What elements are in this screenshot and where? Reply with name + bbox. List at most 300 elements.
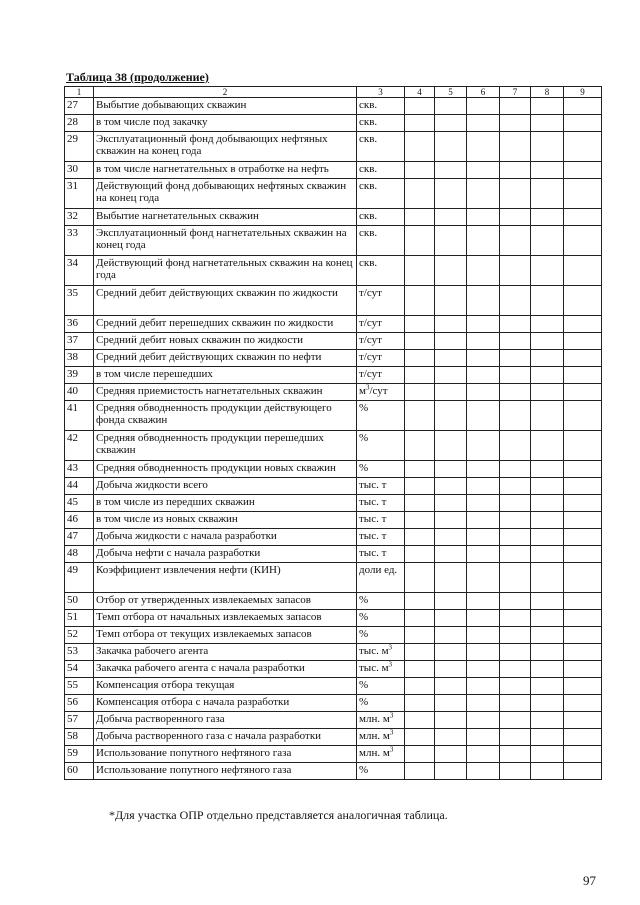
unit-cell (357, 546, 405, 563)
indicator-name: Средняя обводненность продукции действующего фонда скважин (94, 401, 357, 431)
table-row (65, 333, 602, 350)
value-cell-col-7 (500, 98, 531, 115)
unit-text: скв. (359, 227, 378, 239)
table-row (65, 495, 602, 512)
unit-text: т/сут (359, 351, 382, 363)
value-cell-col-5 (435, 763, 467, 780)
value-cell-col-8 (531, 512, 564, 529)
value-cell-col-8 (531, 712, 564, 729)
value-cell-col-6 (467, 495, 500, 512)
unit-cell (357, 746, 405, 763)
value-cell-col-7 (500, 333, 531, 350)
value-cell-col-7 (500, 226, 531, 256)
unit-text: тыс. т (359, 496, 387, 508)
value-cell-col-8 (531, 746, 564, 763)
indicators-table (64, 86, 602, 780)
unit-text: скв. (359, 99, 378, 111)
row-number: 40 (65, 384, 94, 401)
value-cell-col-4 (405, 627, 435, 644)
value-cell-col-4 (405, 661, 435, 678)
unit-cell (357, 512, 405, 529)
row-number: 48 (65, 546, 94, 563)
unit-superscript: 3 (389, 745, 394, 754)
value-cell-col-5 (435, 256, 467, 286)
value-cell-col-4 (405, 546, 435, 563)
indicator-name: в том числе перешедших (94, 367, 357, 384)
table-row (65, 746, 602, 763)
unit-cell (357, 350, 405, 367)
value-cell-col-5 (435, 179, 467, 209)
value-cell-col-6 (467, 729, 500, 746)
unit-text: т/сут (359, 287, 382, 299)
unit-text: % (359, 696, 369, 708)
value-cell-col-5 (435, 209, 467, 226)
unit-text: тыс. т (359, 530, 387, 542)
value-cell-col-6 (467, 746, 500, 763)
unit-superscript: 3 (388, 643, 393, 652)
unit-cell (357, 695, 405, 712)
value-cell-col-5 (435, 512, 467, 529)
value-cell-col-9 (564, 367, 602, 384)
value-cell-col-4 (405, 384, 435, 401)
value-cell-col-8 (531, 431, 564, 461)
row-number: 35 (65, 286, 94, 316)
value-cell-col-5 (435, 226, 467, 256)
value-cell-col-6 (467, 98, 500, 115)
table-row (65, 350, 602, 367)
unit-cell (357, 162, 405, 179)
value-cell-col-8 (531, 678, 564, 695)
value-cell-col-9 (564, 384, 602, 401)
unit-cell (357, 563, 405, 593)
table-row (65, 179, 602, 209)
value-cell-col-5 (435, 350, 467, 367)
value-cell-col-6 (467, 350, 500, 367)
unit-text: т/сут (359, 368, 382, 380)
value-cell-col-8 (531, 256, 564, 286)
value-cell-col-6 (467, 132, 500, 162)
value-cell-col-8 (531, 350, 564, 367)
row-number: 44 (65, 478, 94, 495)
value-cell-col-8 (531, 729, 564, 746)
value-cell-col-4 (405, 712, 435, 729)
indicator-name: Средний дебит действующих скважин по жидкости (94, 286, 357, 316)
value-cell-col-4 (405, 333, 435, 350)
value-cell-col-7 (500, 695, 531, 712)
row-number: 60 (65, 763, 94, 780)
unit-cell (357, 529, 405, 546)
row-number: 33 (65, 226, 94, 256)
value-cell-col-5 (435, 115, 467, 132)
value-cell-col-4 (405, 162, 435, 179)
value-cell-col-9 (564, 593, 602, 610)
value-cell-col-5 (435, 495, 467, 512)
indicator-name: Закачка рабочего агента (94, 644, 357, 661)
table-row (65, 162, 602, 179)
value-cell-col-6 (467, 333, 500, 350)
value-cell-col-9 (564, 529, 602, 546)
value-cell-col-5 (435, 286, 467, 316)
value-cell-col-8 (531, 115, 564, 132)
value-cell-col-4 (405, 495, 435, 512)
indicator-name: в том числе из новых скважин (94, 512, 357, 529)
value-cell-col-7 (500, 644, 531, 661)
value-cell-col-8 (531, 478, 564, 495)
value-cell-col-6 (467, 712, 500, 729)
value-cell-col-5 (435, 729, 467, 746)
unit-text: скв. (359, 163, 378, 175)
indicator-name: Средняя обводненность продукции новых скважин (94, 461, 357, 478)
unit-text: % (359, 402, 369, 414)
unit-cell (357, 763, 405, 780)
table-row (65, 316, 602, 333)
value-cell-col-6 (467, 286, 500, 316)
value-cell-col-5 (435, 661, 467, 678)
unit-text: % (359, 594, 369, 606)
unit-cell (357, 678, 405, 695)
unit-cell (357, 367, 405, 384)
value-cell-col-8 (531, 316, 564, 333)
value-cell-col-6 (467, 512, 500, 529)
table-row (65, 431, 602, 461)
indicator-name: Добыча нефти с начала разработки (94, 546, 357, 563)
indicator-name: Коэффициент извлечения нефти (КИН) (94, 563, 357, 593)
value-cell-col-7 (500, 529, 531, 546)
unit-cell (357, 729, 405, 746)
row-number: 43 (65, 461, 94, 478)
value-cell-col-9 (564, 316, 602, 333)
unit-text: скв. (359, 180, 378, 192)
table-row (65, 98, 602, 115)
value-cell-col-8 (531, 546, 564, 563)
unit-cell (357, 610, 405, 627)
unit-text: % (359, 462, 369, 474)
unit-cell (357, 132, 405, 162)
value-cell-col-9 (564, 286, 602, 316)
value-cell-col-8 (531, 461, 564, 478)
value-cell-col-4 (405, 678, 435, 695)
value-cell-col-6 (467, 209, 500, 226)
value-cell-col-5 (435, 678, 467, 695)
unit-text: тыс. м (359, 645, 389, 657)
table-row (65, 115, 602, 132)
unit-cell (357, 627, 405, 644)
unit-superscript: 3 (389, 728, 394, 737)
unit-text: % (359, 628, 369, 640)
value-cell-col-6 (467, 179, 500, 209)
row-number: 41 (65, 401, 94, 431)
row-number: 38 (65, 350, 94, 367)
value-cell-col-4 (405, 316, 435, 333)
value-cell-col-9 (564, 226, 602, 256)
value-cell-col-6 (467, 546, 500, 563)
value-cell-col-6 (467, 316, 500, 333)
value-cell-col-9 (564, 132, 602, 162)
table-row (65, 512, 602, 529)
value-cell-col-5 (435, 746, 467, 763)
value-cell-col-4 (405, 512, 435, 529)
value-cell-col-5 (435, 98, 467, 115)
value-cell-col-8 (531, 627, 564, 644)
indicator-name: Добыча растворенного газа с начала разработки (94, 729, 357, 746)
unit-text: скв. (359, 210, 378, 222)
col-number-4: 4 (405, 87, 435, 98)
table-row (65, 286, 602, 316)
value-cell-col-7 (500, 512, 531, 529)
value-cell-col-5 (435, 367, 467, 384)
value-cell-col-7 (500, 286, 531, 316)
indicator-name: Выбытие нагнетательных скважин (94, 209, 357, 226)
unit-cell (357, 495, 405, 512)
value-cell-col-6 (467, 384, 500, 401)
row-number: 57 (65, 712, 94, 729)
table-row (65, 226, 602, 256)
value-cell-col-7 (500, 209, 531, 226)
table-row (65, 367, 602, 384)
unit-cell (357, 712, 405, 729)
value-cell-col-9 (564, 746, 602, 763)
value-cell-col-4 (405, 256, 435, 286)
row-number: 37 (65, 333, 94, 350)
unit-cell (357, 209, 405, 226)
indicator-name: в том числе из передших скважин (94, 495, 357, 512)
indicator-name: Компенсация отбора с начала разработки (94, 695, 357, 712)
value-cell-col-4 (405, 610, 435, 627)
value-cell-col-4 (405, 593, 435, 610)
value-cell-col-5 (435, 316, 467, 333)
value-cell-col-8 (531, 333, 564, 350)
unit-cell (357, 431, 405, 461)
value-cell-col-4 (405, 286, 435, 316)
indicator-name: Действующий фонд добывающих нефтяных скважин на конец года (94, 179, 357, 209)
value-cell-col-8 (531, 367, 564, 384)
table-row (65, 661, 602, 678)
value-cell-col-6 (467, 162, 500, 179)
value-cell-col-4 (405, 563, 435, 593)
col-number-9: 9 (564, 87, 602, 98)
value-cell-col-9 (564, 495, 602, 512)
value-cell-col-7 (500, 546, 531, 563)
unit-superscript: 3 (388, 660, 393, 669)
table-row (65, 695, 602, 712)
value-cell-col-7 (500, 712, 531, 729)
value-cell-col-7 (500, 132, 531, 162)
value-cell-col-6 (467, 256, 500, 286)
value-cell-col-8 (531, 495, 564, 512)
value-cell-col-6 (467, 431, 500, 461)
unit-cell (357, 661, 405, 678)
value-cell-col-6 (467, 115, 500, 132)
value-cell-col-7 (500, 401, 531, 431)
value-cell-col-6 (467, 563, 500, 593)
row-number: 39 (65, 367, 94, 384)
table-row (65, 546, 602, 563)
value-cell-col-8 (531, 563, 564, 593)
unit-text: доли ед. (359, 564, 398, 576)
row-number: 52 (65, 627, 94, 644)
indicator-name: Средний дебит новых скважин по жидкости (94, 333, 357, 350)
table-row (65, 132, 602, 162)
value-cell-col-9 (564, 461, 602, 478)
indicator-name: Действующий фонд нагнетательных скважин на конец года (94, 256, 357, 286)
col-number-5: 5 (435, 87, 467, 98)
unit-cell (357, 384, 405, 401)
row-number: 50 (65, 593, 94, 610)
value-cell-col-6 (467, 610, 500, 627)
value-cell-col-6 (467, 367, 500, 384)
table-row (65, 478, 602, 495)
col-number-7: 7 (500, 87, 531, 98)
value-cell-col-5 (435, 384, 467, 401)
indicator-name: Использование попутного нефтяного газа (94, 763, 357, 780)
row-number: 32 (65, 209, 94, 226)
value-cell-col-9 (564, 98, 602, 115)
value-cell-col-7 (500, 162, 531, 179)
value-cell-col-9 (564, 678, 602, 695)
value-cell-col-5 (435, 401, 467, 431)
table-row (65, 529, 602, 546)
table-row (65, 593, 602, 610)
value-cell-col-5 (435, 162, 467, 179)
value-cell-col-7 (500, 593, 531, 610)
col-number-8: 8 (531, 87, 564, 98)
unit-cell (357, 333, 405, 350)
table-row (65, 610, 602, 627)
value-cell-col-5 (435, 478, 467, 495)
table-row (65, 644, 602, 661)
value-cell-col-6 (467, 695, 500, 712)
value-cell-col-4 (405, 226, 435, 256)
row-number: 42 (65, 431, 94, 461)
value-cell-col-9 (564, 763, 602, 780)
value-cell-col-4 (405, 350, 435, 367)
value-cell-col-8 (531, 644, 564, 661)
row-number: 49 (65, 563, 94, 593)
value-cell-col-9 (564, 627, 602, 644)
value-cell-col-5 (435, 627, 467, 644)
unit-cell (357, 644, 405, 661)
indicator-name: в том числе под закачку (94, 115, 357, 132)
value-cell-col-7 (500, 256, 531, 286)
row-number: 54 (65, 661, 94, 678)
value-cell-col-7 (500, 729, 531, 746)
value-cell-col-8 (531, 529, 564, 546)
unit-text: скв. (359, 257, 378, 269)
indicator-name: Компенсация отбора текущая (94, 678, 357, 695)
value-cell-col-4 (405, 431, 435, 461)
col-number-1: 1 (65, 87, 94, 98)
value-cell-col-5 (435, 431, 467, 461)
row-number: 28 (65, 115, 94, 132)
unit-text: % (359, 432, 369, 444)
value-cell-col-9 (564, 546, 602, 563)
row-number: 30 (65, 162, 94, 179)
table-row (65, 384, 602, 401)
indicator-name: Темп отбора от начальных извлекаемых запасов (94, 610, 357, 627)
unit-cell (357, 179, 405, 209)
value-cell-col-7 (500, 746, 531, 763)
value-cell-col-5 (435, 546, 467, 563)
unit-text: млн. м (359, 730, 390, 742)
value-cell-col-8 (531, 763, 564, 780)
value-cell-col-4 (405, 746, 435, 763)
value-cell-col-4 (405, 478, 435, 495)
value-cell-col-7 (500, 478, 531, 495)
value-cell-col-9 (564, 478, 602, 495)
unit-superscript: 3 (389, 711, 394, 720)
value-cell-col-9 (564, 401, 602, 431)
value-cell-col-4 (405, 529, 435, 546)
value-cell-col-6 (467, 478, 500, 495)
row-number: 56 (65, 695, 94, 712)
value-cell-col-9 (564, 563, 602, 593)
value-cell-col-7 (500, 316, 531, 333)
unit-text: тыс. т (359, 547, 387, 559)
unit-text: тыс. т (359, 479, 387, 491)
value-cell-col-7 (500, 350, 531, 367)
value-cell-col-7 (500, 179, 531, 209)
value-cell-col-8 (531, 162, 564, 179)
col-number-6: 6 (467, 87, 500, 98)
unit-suffix: /сут (369, 385, 388, 397)
unit-cell (357, 461, 405, 478)
value-cell-col-5 (435, 333, 467, 350)
value-cell-col-6 (467, 401, 500, 431)
value-cell-col-8 (531, 610, 564, 627)
value-cell-col-6 (467, 593, 500, 610)
footnote: *Для участка ОПР отдельно представляется аналогичная таблица. (109, 808, 448, 822)
unit-text: % (359, 611, 369, 623)
value-cell-col-4 (405, 209, 435, 226)
table-row (65, 712, 602, 729)
value-cell-col-5 (435, 529, 467, 546)
row-number: 29 (65, 132, 94, 162)
row-number: 27 (65, 98, 94, 115)
value-cell-col-7 (500, 431, 531, 461)
value-cell-col-6 (467, 763, 500, 780)
value-cell-col-8 (531, 132, 564, 162)
value-cell-col-4 (405, 401, 435, 431)
value-cell-col-6 (467, 226, 500, 256)
unit-text: тыс. м (359, 662, 389, 674)
value-cell-col-9 (564, 350, 602, 367)
indicator-name: Средний дебит действующих скважин по нефти (94, 350, 357, 367)
row-number: 59 (65, 746, 94, 763)
unit-cell (357, 286, 405, 316)
table-row (65, 729, 602, 746)
unit-text: скв. (359, 133, 378, 145)
row-number: 45 (65, 495, 94, 512)
value-cell-col-5 (435, 461, 467, 478)
value-cell-col-8 (531, 209, 564, 226)
value-cell-col-9 (564, 644, 602, 661)
value-cell-col-7 (500, 610, 531, 627)
value-cell-col-9 (564, 256, 602, 286)
value-cell-col-9 (564, 661, 602, 678)
value-cell-col-5 (435, 610, 467, 627)
value-cell-col-6 (467, 661, 500, 678)
unit-cell (357, 98, 405, 115)
value-cell-col-9 (564, 162, 602, 179)
value-cell-col-4 (405, 367, 435, 384)
value-cell-col-9 (564, 209, 602, 226)
value-cell-col-7 (500, 115, 531, 132)
value-cell-col-4 (405, 763, 435, 780)
value-cell-col-9 (564, 712, 602, 729)
value-cell-col-7 (500, 495, 531, 512)
value-cell-col-8 (531, 226, 564, 256)
value-cell-col-6 (467, 644, 500, 661)
